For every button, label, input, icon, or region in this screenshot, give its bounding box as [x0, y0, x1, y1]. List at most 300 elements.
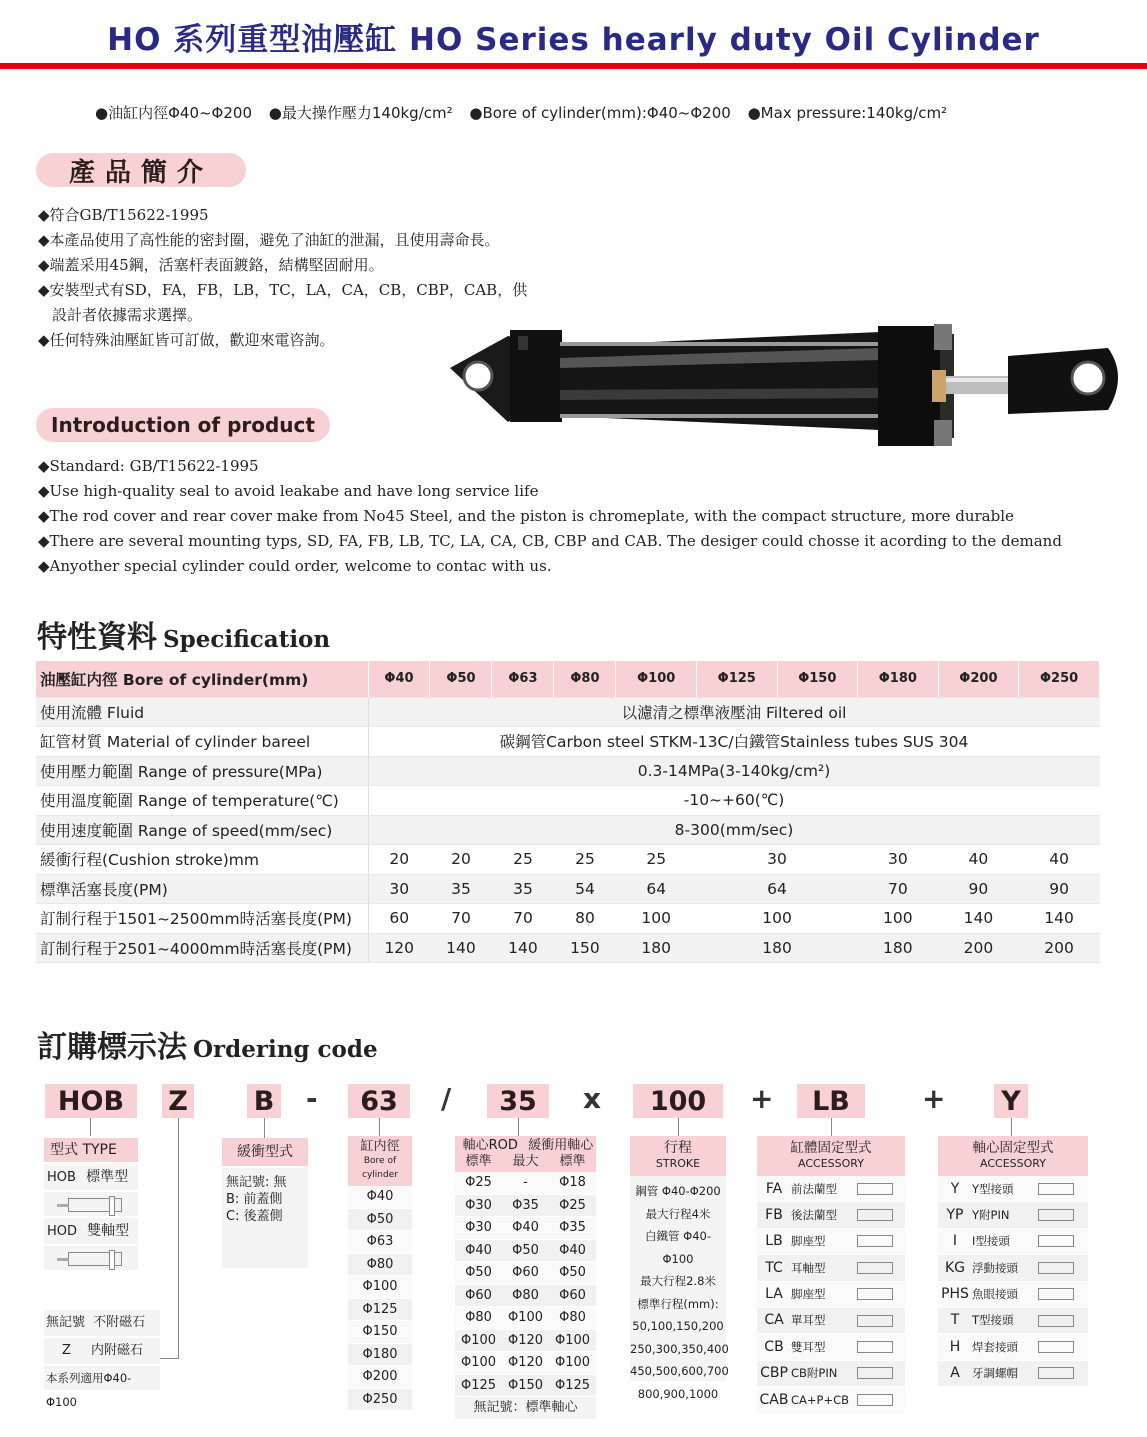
- cushion-column: [222, 1138, 308, 1268]
- bore-option: Φ200: [348, 1366, 412, 1389]
- accessory-code: A: [950, 1365, 960, 1382]
- spec-row-label: 標準活塞長度(PM): [36, 874, 368, 904]
- type-column: [44, 1138, 138, 1270]
- accessory-label: 前法蘭型: [791, 1181, 837, 1196]
- connector-line: [178, 1118, 179, 1358]
- rod-option-value: -: [523, 1175, 528, 1190]
- order-heading-cn: 訂購標示法: [37, 1030, 187, 1065]
- accessory-code: CB: [764, 1338, 784, 1355]
- accessory-option-row: [757, 1202, 905, 1228]
- mount-diagram-icon: [857, 1315, 893, 1327]
- mount-diagram-icon: [1038, 1288, 1074, 1300]
- rod-accessory-header-en: ACCESSORY: [980, 1157, 1046, 1170]
- accessory-label: CA+P+CB: [791, 1392, 850, 1407]
- rod-option-value: Φ60: [512, 1265, 539, 1280]
- spec-cell: 140: [938, 904, 1019, 934]
- stroke-item: 白鐵管 Φ40-Φ100: [645, 1229, 711, 1266]
- rod-option-value: Φ40: [465, 1242, 492, 1258]
- accessory-code: PHS: [941, 1286, 969, 1303]
- intro-en-item: ◆Anyother special cylinder could order, welcome to contac with us.: [38, 557, 552, 575]
- bore-header-cell: Φ40: [368, 661, 430, 697]
- spec-row: [36, 933, 1100, 963]
- rod-option-value: Φ50: [559, 1265, 586, 1280]
- rod-option-row: [455, 1195, 596, 1218]
- bore-header-cell: Φ80: [554, 661, 616, 697]
- accessory-column: [757, 1136, 905, 1414]
- intro-cn-item: ◆安裝型式有SD，FA，FB，LB，TC，LA，CA，CB，CBP，CAB，供: [38, 281, 528, 299]
- spec-cell: 30: [368, 874, 430, 904]
- connector-line: [831, 1118, 832, 1136]
- rod-option-value: Φ50: [465, 1265, 492, 1280]
- magnet-z-code: Z: [62, 1343, 71, 1358]
- bore-option: Φ63: [348, 1231, 412, 1254]
- spec-row-label: 使用溫度範圍 Range of temperature(℃): [36, 786, 368, 816]
- spec-cell: 180: [858, 933, 939, 963]
- rod-header-main: 軸心ROD: [462, 1138, 518, 1153]
- code-type: HOB: [45, 1084, 137, 1118]
- accessory-label: 後法蘭型: [791, 1207, 837, 1222]
- code-stroke: 100: [633, 1084, 723, 1118]
- spec-row-label: 使用流體 Fluid: [36, 697, 368, 727]
- stroke-item: 鋼管 Φ40-Φ200: [635, 1184, 721, 1198]
- spec-cell: 25: [616, 845, 697, 875]
- mount-diagram-icon: [1038, 1315, 1074, 1327]
- code-accessory: LB: [797, 1084, 865, 1118]
- mount-diagram-icon: [857, 1183, 893, 1195]
- rod-accessory-header-cn: 軸心固定型式: [972, 1140, 1054, 1156]
- accessory-header: [757, 1136, 905, 1176]
- spec-row-value: 以濾清之標準液壓油 Filtered oil: [368, 697, 1100, 727]
- rod-option-row: [455, 1217, 596, 1240]
- spec-row-value: 碳鋼管Carbon steel STKM-13C/白鐵管Stainless tubes SUS 304: [368, 727, 1100, 757]
- spec-cell: 25: [492, 845, 554, 875]
- spec-cell: 70: [430, 904, 492, 934]
- spec-cell: 90: [1019, 874, 1100, 904]
- accessory-header-en: ACCESSORY: [798, 1157, 864, 1170]
- rod-option-value: Φ30: [465, 1220, 492, 1235]
- accessory-option-row: [757, 1361, 905, 1387]
- spec-row-label: 使用壓力範圍 Range of pressure(MPa): [36, 756, 368, 786]
- intro-cn-item: ◆任何特殊油壓缸皆可訂做，歡迎來電咨詢。: [38, 331, 335, 349]
- spec-cell: 100: [696, 904, 857, 934]
- spec-row: [36, 874, 1100, 904]
- type-header: 型式 TYPE: [44, 1138, 138, 1162]
- intro-cn-item: ◆本產品使用了高性能的密封圈，避免了油缸的泄漏，且使用壽命長。: [38, 231, 500, 249]
- spec-row: [36, 727, 1100, 757]
- accessory-option-row: [938, 1308, 1088, 1334]
- rod-option-row: [455, 1285, 596, 1308]
- order-heading-en: Ordering code: [193, 1036, 378, 1063]
- magnet-note: 本系列適用Φ40-Φ100: [44, 1366, 160, 1390]
- rod-option-value: Φ100: [507, 1310, 544, 1325]
- bore-option: Φ180: [348, 1344, 412, 1367]
- rod-option-value: Φ80: [465, 1310, 492, 1325]
- spec-header-row: [36, 661, 1100, 697]
- connector-line: [264, 1118, 265, 1138]
- spec-cell: 200: [1019, 933, 1100, 963]
- magnet-none-label: 不附磁石: [93, 1315, 146, 1330]
- order-heading: [37, 1022, 378, 1066]
- mount-diagram-icon: [1038, 1235, 1074, 1247]
- stroke-header-cn: 行程: [664, 1140, 692, 1156]
- intro-en-item: ◆There are several mounting typs, SD, FA, FB, LB, TC, LA, CA, CB, CBP and CAB. The desiger could chosse it acording to the demand: [38, 532, 1062, 550]
- page-title: HO 系列重型油壓缸 HO Series hearly duty Oil Cylinder: [107, 22, 1040, 58]
- intro-en-heading: Introduction of product: [36, 408, 330, 442]
- mount-diagram-icon: [857, 1394, 893, 1406]
- code-separator: +: [922, 1082, 946, 1115]
- spec-row-value: -10~+60(℃): [368, 786, 1100, 816]
- intro-cn-heading: 產品簡介: [36, 153, 246, 187]
- rod-option-value: Φ40: [512, 1220, 539, 1235]
- rod-option-value: Φ18: [559, 1175, 586, 1190]
- bore-header-cn: 缸内徑: [360, 1139, 400, 1154]
- accessory-label: 焊套接頭: [972, 1339, 1018, 1354]
- code-rod-accessory: Y: [994, 1084, 1028, 1118]
- accessory-code: LB: [765, 1233, 783, 1250]
- accessory-options: [757, 1176, 905, 1414]
- code-separator: /: [441, 1082, 452, 1115]
- accessory-option-row: [938, 1282, 1088, 1308]
- stroke-options: [630, 1176, 729, 1401]
- rod-option-row: [455, 1352, 596, 1375]
- rod-option-row: [455, 1262, 596, 1285]
- spec-heading-cn: 特性資料: [37, 620, 157, 655]
- connector-line: [1011, 1118, 1012, 1136]
- stroke-item: 最大行程4米: [645, 1206, 711, 1221]
- spec-cell: 64: [696, 874, 857, 904]
- accessory-code: I: [952, 1233, 958, 1250]
- spec-row: [36, 815, 1100, 845]
- accessory-label: 脚座型: [791, 1234, 826, 1249]
- mount-diagram-icon: [1038, 1209, 1074, 1221]
- magnet-z-label: 内附磁石: [91, 1343, 144, 1358]
- spec-pressure-cn: ●最大操作壓力140kg/cm²: [268, 104, 453, 122]
- mount-diagram-icon: [857, 1262, 893, 1274]
- intro-cn-item: ◆符合GB/T15622-1995: [38, 206, 209, 224]
- rod-option-value: Φ100: [554, 1355, 591, 1370]
- spec-cell: 40: [1019, 845, 1100, 875]
- bore-header-cell: Φ50: [430, 661, 492, 697]
- spec-cell: 140: [1019, 904, 1100, 934]
- spec-bore-cn: ●油缸内徑Φ40~Φ200: [95, 104, 252, 122]
- bore-option: Φ80: [348, 1254, 412, 1277]
- code-magnet: Z: [162, 1084, 194, 1118]
- spec-row-label: 缸管材質 Material of cylinder bareel: [36, 727, 368, 757]
- spec-bore-en: ●Bore of cylinder(mm):Φ40~Φ200: [469, 104, 731, 122]
- rod-option-value: Φ100: [460, 1332, 497, 1348]
- accessory-code: FA: [765, 1180, 783, 1197]
- type-hod-code: HOD: [47, 1224, 78, 1239]
- title-divider: [0, 63, 1147, 69]
- stroke-item: 最大行程2.8米: [640, 1274, 716, 1288]
- spec-row-label: 訂制行程于1501~2500mm時活塞長度(PM): [36, 904, 368, 934]
- rod-option-value: Φ120: [507, 1332, 544, 1348]
- connector-line: [379, 1118, 380, 1136]
- rod-option-value: Φ125: [460, 1377, 497, 1393]
- spec-summary: [95, 102, 959, 123]
- spec-heading-en: Specification: [163, 626, 331, 653]
- bore-option: Φ150: [348, 1321, 412, 1344]
- spec-cell: 70: [492, 904, 554, 934]
- rod-option-value: Φ125: [554, 1377, 591, 1393]
- accessory-code: YP: [946, 1206, 964, 1223]
- spec-cell: 120: [368, 933, 430, 963]
- rod-option-value: Φ50: [512, 1242, 539, 1258]
- accessory-option-row: [938, 1176, 1088, 1202]
- rod-header: [455, 1136, 596, 1172]
- accessory-label: Y附PIN: [972, 1207, 1010, 1222]
- accessory-code: T: [950, 1312, 960, 1329]
- stroke-item: 800,900,1000: [637, 1386, 719, 1401]
- spec-heading: [37, 612, 330, 656]
- rod-option-value: Φ80: [512, 1287, 539, 1303]
- mount-diagram-icon: [1038, 1262, 1074, 1274]
- accessory-label: 牙調螺帽: [972, 1366, 1018, 1381]
- cylinder-product-image: [448, 318, 1128, 458]
- stroke-item: 250,300,350,400: [630, 1341, 729, 1356]
- connector-line: [90, 1118, 91, 1136]
- type-hob-row: [44, 1164, 138, 1190]
- spec-cell: 100: [616, 904, 697, 934]
- accessory-label: I型接頭: [972, 1234, 1010, 1249]
- bore-header-cell: Φ250: [1019, 661, 1100, 697]
- spec-row-label: 訂制行程于2501~4000mm時活塞長度(PM): [36, 933, 368, 963]
- spec-row-value: 8-300(mm/sec): [368, 815, 1100, 845]
- cushion-option: 無記號: 無: [226, 1175, 287, 1190]
- hob-diagram-icon: [44, 1192, 138, 1216]
- rod-accessory-options: [938, 1176, 1088, 1387]
- rod-option-row: [455, 1330, 596, 1353]
- bore-option: Φ100: [348, 1276, 412, 1299]
- rod-accessory-column: [938, 1136, 1088, 1387]
- spec-cell: 140: [430, 933, 492, 963]
- spec-row-label: 緩衝行程(Cushion stroke)mm: [36, 845, 368, 875]
- spec-row-value: 0.3-14MPa(3-140kg/cm²): [368, 756, 1100, 786]
- spec-cell: 35: [430, 874, 492, 904]
- spec-cell: 60: [368, 904, 430, 934]
- bore-option: Φ40: [348, 1186, 412, 1209]
- spec-cell: 54: [554, 874, 616, 904]
- rod-column: [455, 1136, 596, 1420]
- bore-option: Φ50: [348, 1209, 412, 1232]
- rod-option-value: Φ25: [559, 1197, 586, 1213]
- accessory-label: Y型接頭: [972, 1181, 1014, 1196]
- bore-header-en: Bore of cylinder: [362, 1156, 398, 1180]
- spec-row: [36, 697, 1100, 727]
- code-rod: 35: [487, 1084, 549, 1118]
- spec-cell: 100: [858, 904, 939, 934]
- rod-sub-max: 最大: [512, 1154, 539, 1169]
- mount-diagram-icon: [857, 1235, 893, 1247]
- spec-cell: 150: [554, 933, 616, 963]
- rod-option-value: Φ35: [559, 1220, 586, 1235]
- spec-cell: 20: [368, 845, 430, 875]
- spec-cell: 25: [554, 845, 616, 875]
- accessory-option-row: [938, 1361, 1088, 1387]
- connector-line: [518, 1118, 519, 1136]
- stroke-item: 標準行程(mm):: [637, 1296, 719, 1311]
- spec-row: [36, 845, 1100, 875]
- rod-accessory-header: [938, 1136, 1088, 1176]
- rod-option-row: [455, 1172, 596, 1195]
- rod-sub-cushion: 標準: [559, 1154, 586, 1169]
- spec-cell: 180: [616, 933, 697, 963]
- mount-diagram-icon: [1038, 1183, 1074, 1195]
- accessory-code: CAB: [759, 1391, 789, 1408]
- bore-header-cell: Φ100: [616, 661, 697, 697]
- rod-option-value: Φ100: [554, 1332, 591, 1348]
- intro-en-list: [38, 454, 1062, 579]
- spec-pressure-en: ●Max pressure:140kg/cm²: [747, 104, 948, 122]
- rod-sub-standard: 標準: [465, 1154, 492, 1169]
- spec-cell: 80: [554, 904, 616, 934]
- bore-header-cell: Φ125: [696, 661, 777, 697]
- code-separator: +: [750, 1082, 774, 1115]
- mount-diagram-icon: [857, 1209, 893, 1221]
- accessory-label: CB附PIN: [791, 1366, 838, 1381]
- bore-header: [348, 1136, 412, 1186]
- accessory-code: H: [949, 1338, 961, 1355]
- accessory-code: LA: [765, 1286, 783, 1303]
- rod-option-value: Φ80: [559, 1310, 586, 1325]
- rod-option-value: Φ120: [507, 1355, 544, 1370]
- rod-option-row: [455, 1307, 596, 1330]
- accessory-option-row: [938, 1202, 1088, 1228]
- connector-line: [678, 1118, 679, 1136]
- accessory-code: Y: [950, 1180, 960, 1197]
- accessory-code: KG: [944, 1259, 966, 1276]
- mount-diagram-icon: [1038, 1367, 1074, 1379]
- code-cushion: B: [247, 1084, 281, 1118]
- bore-header-cell: Φ150: [777, 661, 858, 697]
- type-hod-label: 雙軸型: [87, 1223, 130, 1239]
- stroke-header-en: STROKE: [655, 1157, 701, 1170]
- bore-header-cell: Φ63: [492, 661, 554, 697]
- spec-cell: 180: [696, 933, 857, 963]
- accessory-option-row: [757, 1229, 905, 1255]
- code-separator: -: [306, 1082, 318, 1115]
- code-separator: x: [583, 1082, 602, 1115]
- accessory-code: FB: [765, 1206, 783, 1223]
- bore-option: Φ125: [348, 1299, 412, 1322]
- rod-option-value: Φ100: [460, 1355, 497, 1370]
- spec-cell: 90: [938, 874, 1019, 904]
- rod-option-value: Φ30: [465, 1197, 492, 1213]
- accessory-option-row: [938, 1334, 1088, 1360]
- magnet-z-row: [44, 1338, 160, 1364]
- spec-cell: 30: [858, 845, 939, 875]
- mount-diagram-icon: [857, 1367, 893, 1379]
- bore-option: Φ250: [348, 1389, 412, 1412]
- accessory-code: CBP: [760, 1365, 788, 1382]
- intro-en-item: ◆Standard: GB/T15622-1995: [38, 457, 259, 475]
- accessory-option-row: [938, 1255, 1088, 1281]
- accessory-label: 耳軸型: [791, 1260, 826, 1275]
- bore-header-cell: Φ200: [938, 661, 1019, 697]
- rod-option-value: Φ25: [465, 1175, 492, 1190]
- spec-table: [36, 661, 1100, 963]
- spec-cell: 70: [858, 874, 939, 904]
- magnet-column: [44, 1310, 160, 1409]
- accessory-option-row: [757, 1387, 905, 1413]
- rod-option-row: [455, 1375, 596, 1398]
- type-hob-code: HOB: [47, 1170, 76, 1185]
- accessory-option-row: [757, 1255, 905, 1281]
- spec-cell: 35: [492, 874, 554, 904]
- spec-row: [36, 786, 1100, 816]
- rod-option-value: Φ40: [559, 1242, 586, 1258]
- mount-diagram-icon: [857, 1288, 893, 1300]
- accessory-option-row: [757, 1334, 905, 1360]
- magnet-none-code: 無記號: [46, 1315, 86, 1330]
- spec-cell: 40: [938, 845, 1019, 875]
- rod-options: [455, 1172, 596, 1397]
- mount-diagram-icon: [857, 1341, 893, 1353]
- intro-en-item: ◆The rod cover and rear cover make from No45 Steel, and the piston is chromeplate, with the compact structure, more durable: [38, 507, 1014, 525]
- accessory-option-row: [757, 1308, 905, 1334]
- accessory-code: CA: [764, 1312, 784, 1329]
- rod-option-value: Φ60: [559, 1287, 586, 1303]
- spec-row-label: 使用速度範圍 Range of speed(mm/sec): [36, 815, 368, 845]
- accessory-header-cn: 缸體固定型式: [790, 1140, 872, 1156]
- bore-options: [348, 1186, 412, 1411]
- spec-cell: 30: [696, 845, 857, 875]
- spec-cell: 200: [938, 933, 1019, 963]
- accessory-code: TC: [765, 1259, 783, 1276]
- cushion-option: B: 前蓋側: [226, 1192, 283, 1207]
- cushion-options: [222, 1168, 308, 1268]
- accessory-label: 單耳型: [791, 1313, 826, 1328]
- stroke-column: [630, 1136, 729, 1401]
- magnet-none-row: [44, 1310, 160, 1336]
- accessory-label: 雙耳型: [791, 1339, 826, 1354]
- cushion-option: C: 後蓋側: [226, 1209, 283, 1224]
- rod-note: 無記號：標準軸心: [455, 1397, 596, 1420]
- rod-option-value: Φ35: [512, 1197, 539, 1213]
- accessory-label: 浮動接頭: [972, 1260, 1018, 1275]
- spec-cell: 140: [492, 933, 554, 963]
- stroke-item: 50,100,150,200: [632, 1319, 724, 1333]
- intro-cn-item: 設計者依據需求選擇。: [52, 306, 203, 324]
- spec-cell: 64: [616, 874, 697, 904]
- mount-diagram-icon: [1038, 1341, 1074, 1353]
- type-hod-row: [44, 1218, 138, 1244]
- accessory-option-row: [938, 1229, 1088, 1255]
- hod-diagram-icon: [44, 1246, 138, 1270]
- accessory-label: 脚座型: [791, 1287, 826, 1302]
- accessory-option-row: [757, 1176, 905, 1202]
- spec-header-label: 油壓缸内徑 Bore of cylinder(mm): [36, 661, 368, 697]
- rod-header-cushion: 緩衝用軸心: [528, 1138, 594, 1153]
- accessory-label: T型接頭: [972, 1313, 1014, 1328]
- spec-row: [36, 756, 1100, 786]
- bore-column: [348, 1136, 412, 1411]
- intro-cn-item: ◆端蓋采用45鋼，活塞杆表面鍍鉻，結構堅固耐用。: [38, 256, 384, 274]
- rod-option-row: [455, 1240, 596, 1263]
- stroke-header: [630, 1136, 726, 1176]
- type-hob-label: 標準型: [86, 1169, 129, 1185]
- accessory-option-row: [757, 1282, 905, 1308]
- spec-cell: 20: [430, 845, 492, 875]
- intro-en-item: ◆Use high-quality seal to avoid leakabe and have long service life: [38, 482, 539, 500]
- stroke-item: 450,500,600,700: [630, 1364, 729, 1378]
- connector-line: [160, 1358, 179, 1359]
- accessory-label: 魚眼接頭: [972, 1287, 1018, 1302]
- rod-option-value: Φ60: [465, 1287, 492, 1303]
- rod-option-value: Φ150: [507, 1377, 544, 1393]
- spec-row: [36, 904, 1100, 934]
- code-bore: 63: [348, 1084, 410, 1118]
